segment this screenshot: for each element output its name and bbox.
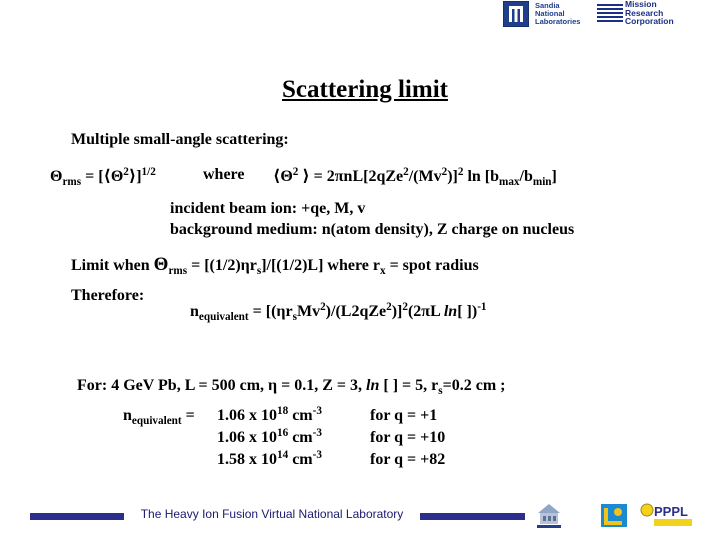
eq-sub: x: [379, 264, 386, 277]
eq-text: [ ]): [457, 303, 478, 320]
eq-sub: equivalent: [131, 414, 182, 427]
eq-text: ]/[(1/2)L] where r: [261, 257, 380, 274]
eq-sub: s: [438, 384, 443, 397]
rms-subscript: rms: [168, 264, 188, 277]
limit-when-line: [71, 254, 479, 276]
eq-text: /(Mv: [408, 168, 442, 185]
result-row-3: [217, 448, 322, 469]
limit-pre: Limit when: [71, 257, 154, 274]
mission-research-logo: [597, 0, 683, 26]
eq-text: =: [181, 407, 195, 424]
footer-bar-left: [30, 513, 124, 520]
eq-text: ⟩]: [128, 168, 142, 185]
eq-text: n: [123, 407, 132, 424]
eq-text: = [(1/2)ηr: [187, 257, 257, 274]
result-row-2: [217, 426, 322, 447]
eq-sup: 2: [123, 165, 129, 178]
eq-sup: 2: [457, 165, 464, 178]
ln-italic: ln: [443, 303, 458, 320]
sandia-logo-line: Sandia: [535, 1, 560, 10]
pppl-logo-text: PPPL: [654, 504, 688, 519]
eq-sub: max: [499, 175, 520, 188]
footer-bar-right: [420, 513, 525, 520]
eq-text: ⟩ = 2πnL[2qZe: [298, 168, 404, 185]
for-parameters-line: [77, 377, 505, 395]
mrc-logo-line: Corporation: [625, 16, 674, 26]
eq-sub: min: [532, 175, 552, 188]
multiple-scattering-heading: Multiple small-angle scattering:: [71, 131, 289, 148]
theta-symbol: Θ: [153, 254, 169, 275]
eq-text: ]: [551, 168, 557, 185]
eq-sup: -1: [477, 300, 487, 313]
theta-rms-equation: [50, 166, 156, 186]
result-value: 1.06 x 10: [217, 429, 277, 446]
result-exponent: 18: [277, 404, 289, 417]
eq-text: = [(ηr: [248, 303, 293, 320]
eq-text: )/(L2qZe: [325, 303, 387, 320]
theta-squared-equation: [273, 166, 557, 186]
eq-text: (2πL: [407, 303, 444, 320]
result-q-3: for q = +82: [370, 451, 446, 468]
eq-sub: s: [292, 310, 297, 323]
eq-text: Mv: [296, 303, 321, 320]
eq-sup: 2: [320, 300, 326, 313]
sandia-thunderbird-icon: [503, 1, 529, 27]
result-unit: cm: [288, 451, 313, 468]
eq-text: ln [b: [463, 168, 500, 185]
therefore-label: Therefore:: [71, 287, 145, 304]
eq-text: = [⟨Θ: [81, 168, 124, 185]
slide-title: Scattering limit: [282, 76, 448, 103]
eq-sub: s: [256, 264, 262, 277]
eq-sup: 2: [403, 165, 409, 178]
eq-sup: 2: [402, 300, 408, 313]
incident-beam-line: incident beam ion: +qe, M, v: [170, 200, 366, 217]
eq-sup: 1/2: [141, 165, 156, 178]
eq-sup: 2: [386, 300, 392, 313]
background-medium-line: background medium: n(atom density), Z charge on nucleus: [170, 221, 575, 238]
eq-sub: equivalent: [198, 310, 249, 323]
result-row-1: [217, 404, 322, 425]
eq-sup: 2: [441, 165, 448, 178]
footer-text: The Heavy Ion Fusion Virtual National Laboratory: [140, 507, 404, 521]
results-lhs: [123, 407, 195, 425]
sandia-logo-line: National: [535, 9, 565, 18]
eq-text: = spot radius: [385, 257, 479, 274]
result-q-2: for q = +10: [370, 429, 446, 446]
lab-emblem-icon: [600, 503, 628, 528]
eq-text: For: 4 GeV Pb, L = 500 cm, η = 0.1, Z = 3,: [77, 377, 367, 394]
result-unit-exponent: -3: [312, 404, 322, 417]
result-unit-exponent: -3: [312, 426, 322, 439]
eq-text: /b: [519, 168, 533, 185]
eq-text: [ ] = 5, r: [379, 377, 439, 394]
mrc-logo-line: Mission: [625, 0, 657, 9]
result-unit: cm: [288, 407, 313, 424]
rms-subscript: rms: [62, 175, 82, 188]
result-value: 1.58 x 10: [217, 451, 277, 468]
mrc-striped-icon: [597, 2, 623, 22]
theta-symbol: Θ: [50, 168, 63, 185]
sandia-logo: [503, 1, 589, 27]
result-exponent: 14: [277, 448, 289, 461]
eq-text: =0.2 cm ;: [442, 377, 506, 394]
where-label: where: [203, 166, 245, 183]
result-q-1: for q = +1: [370, 407, 438, 424]
eq-sup: 2: [292, 165, 299, 178]
eq-text: ⟨Θ: [273, 168, 293, 185]
eq-text: n: [190, 303, 199, 320]
n-equivalent-formula: [190, 300, 487, 323]
mrc-logo-line: Research: [625, 7, 664, 18]
result-exponent: 16: [277, 426, 289, 439]
sandia-logo-line: Laboratories: [535, 17, 581, 26]
result-value: 1.06 x 10: [217, 407, 277, 424]
result-unit-exponent: -3: [312, 448, 322, 461]
pppl-logo: [640, 502, 694, 528]
ln-italic: ln: [366, 377, 380, 394]
building-logo-icon: [535, 499, 563, 531]
result-unit: cm: [288, 429, 313, 446]
eq-text: )]: [391, 303, 403, 320]
eq-text: )]: [447, 168, 458, 185]
